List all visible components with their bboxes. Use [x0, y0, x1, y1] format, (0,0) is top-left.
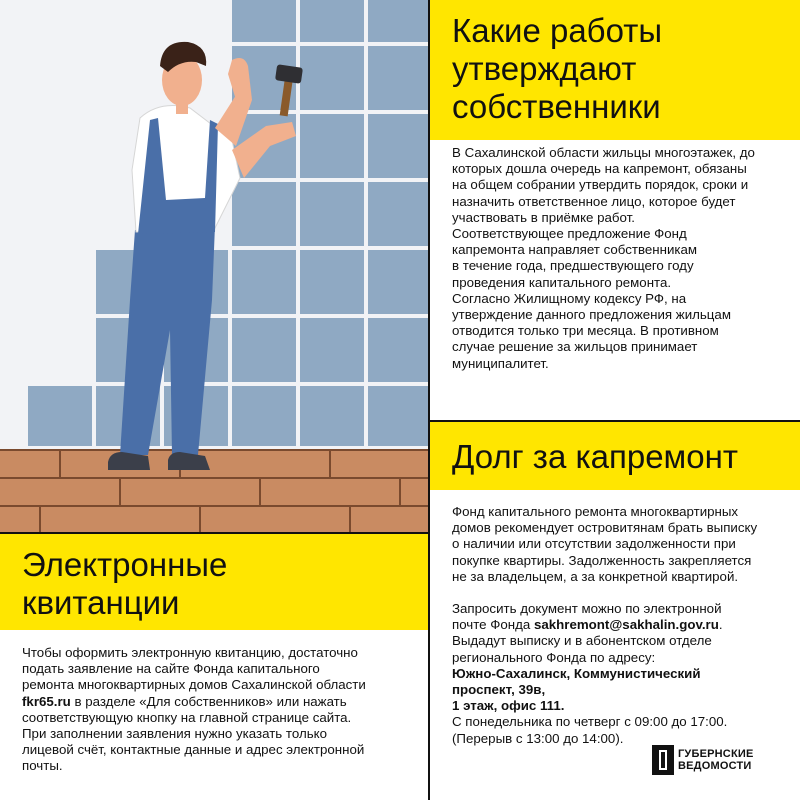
- fund-email[interactable]: sakhremont@sakhalin.gov.ru: [533, 617, 719, 633]
- worker-illustration: [0, 0, 428, 532]
- divider-left-bottom: [0, 532, 428, 534]
- approve-body: В Сахалинской области жильцы многоэтажек, до которых дошла очередь на капремонт, обязаны на общем собрании утвердить порядок, сроки и назначить ответственное лицо, которое будет участвовать в приёмке работ. Соответствующее предложение Фонд капремонта направляет собственникам в течение года, предшествующего году проведения капитального ремонта. Согласно Жилищному кодексу РФ, на утверждение данного предложения жильцам отводится только три месяца. В противном случае решение за жильцов принимает муниципалитет.: [452, 145, 755, 371]
- address-line: 1 этаж, офис 111.: [452, 698, 565, 714]
- gubernskie-vedomosti-logo: ГУБЕРНСКИЕ ВЕДОМОСТИ: [652, 742, 760, 778]
- receipts-body: Чтобы оформить электронную квитанцию, достаточно подать заявление на сайте Фонда капитального ремонта многоквартирных домов Сахалинской области fkr65.ru в разделе «Для собственников» или нажать соответствующую кнопку на главной странице сайта. При заполнении заявления нужно указать только лицевой счёт, контактные данные и адрес электронной почты.: [22, 645, 366, 774]
- debt-title: Долг за капремонт: [452, 438, 738, 475]
- address-line: проспект, 39в,: [452, 682, 546, 698]
- divider-right-middle: [430, 420, 800, 422]
- debt-body: Фонд капитального ремонта многоквартирных домов рекомендует островитянам брать выписку о наличии или отсутствии задолженности при покупке квартиры. Задолженность закрепляется не за владельцем, а за конкретной квартирой. Запросить документ можно по электронной почте Фонда sakhremont@sakhalin.gov.ru. Выдадут выписку и в абонентском отделе регионального Фонда по адресу: Южно-Сахалинск, Коммунистический проспект, 39в, 1 этаж, офис 111. С понедельника по четверг с 09:00 до 17:00. (Перерыв с 13:00 до 14:00).: [452, 504, 758, 746]
- newspaper-icon: [652, 745, 674, 775]
- address-line: Южно-Сахалинск, Коммунистический: [452, 665, 701, 681]
- fund-site-link[interactable]: fkr65.ru: [22, 693, 71, 709]
- receipts-title: Электронные квитанции: [22, 546, 228, 621]
- tiling-worker-image: [0, 0, 428, 532]
- approve-title: Какие работы утверждают собственники: [452, 12, 663, 125]
- vertical-divider: [428, 0, 430, 800]
